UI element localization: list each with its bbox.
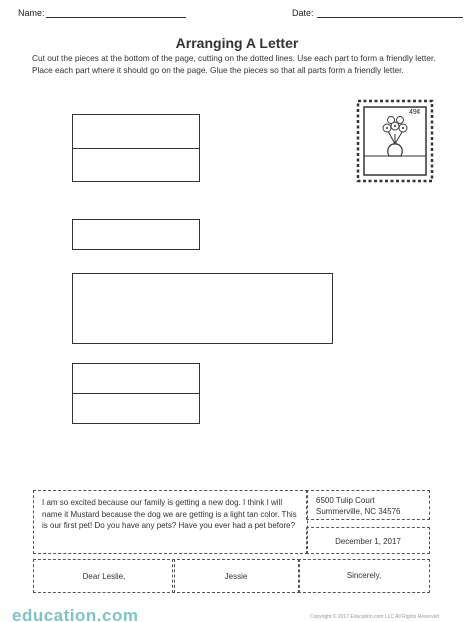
instructions: Cut out the pieces at the bottom of the page, cutting on the dotted lines. Use each part to form a friendly letter. Place each part where it should go on the page. Glue the pieces so that all parts form a friendly letter. xyxy=(32,53,436,75)
closing-piece[interactable] xyxy=(298,559,430,593)
name-label: Name: xyxy=(18,8,45,18)
body-placement-box[interactable] xyxy=(72,273,333,344)
stamp-image xyxy=(355,98,435,184)
date-text: December 1, 2017 xyxy=(335,537,401,546)
copyright-text: Copyright © 2017 Education.com LLC All Rights Reserved xyxy=(310,614,440,620)
page-title: Arranging A Letter xyxy=(175,35,299,51)
date-piece[interactable] xyxy=(306,527,430,554)
name-line[interactable] xyxy=(46,17,186,18)
closing-placement-box[interactable] xyxy=(72,363,200,424)
body-piece[interactable] xyxy=(33,490,308,554)
stamp-price: 49¢ xyxy=(409,109,421,116)
date-label: Date: xyxy=(292,8,314,18)
heading-divider xyxy=(73,148,199,149)
address-line1: 6500 Tulip Court xyxy=(316,496,375,505)
greeting-piece[interactable] xyxy=(33,559,175,593)
closing-text: Sincerely, xyxy=(346,571,382,580)
stamp-icon xyxy=(355,98,435,184)
greeting-placement-box[interactable] xyxy=(72,219,200,250)
date-line[interactable] xyxy=(317,17,463,18)
closing-divider xyxy=(73,393,199,394)
education-logo: education.com xyxy=(12,606,139,622)
signature-piece[interactable] xyxy=(172,559,300,593)
signature-text: Jessie xyxy=(224,572,248,581)
greeting-text: Dear Leslie, xyxy=(82,572,126,581)
heading-placement-box[interactable] xyxy=(72,114,200,182)
address-piece[interactable] xyxy=(306,490,430,520)
body-text: I am so excited because our family is getting a new dog. I think I will name it Mustard because the dog we are getting is a light tan color. This is our first pet! Do you have any pets? Have you ever had a pet before? xyxy=(42,498,297,530)
address-line2: Summerville, NC 34576 xyxy=(316,507,401,516)
